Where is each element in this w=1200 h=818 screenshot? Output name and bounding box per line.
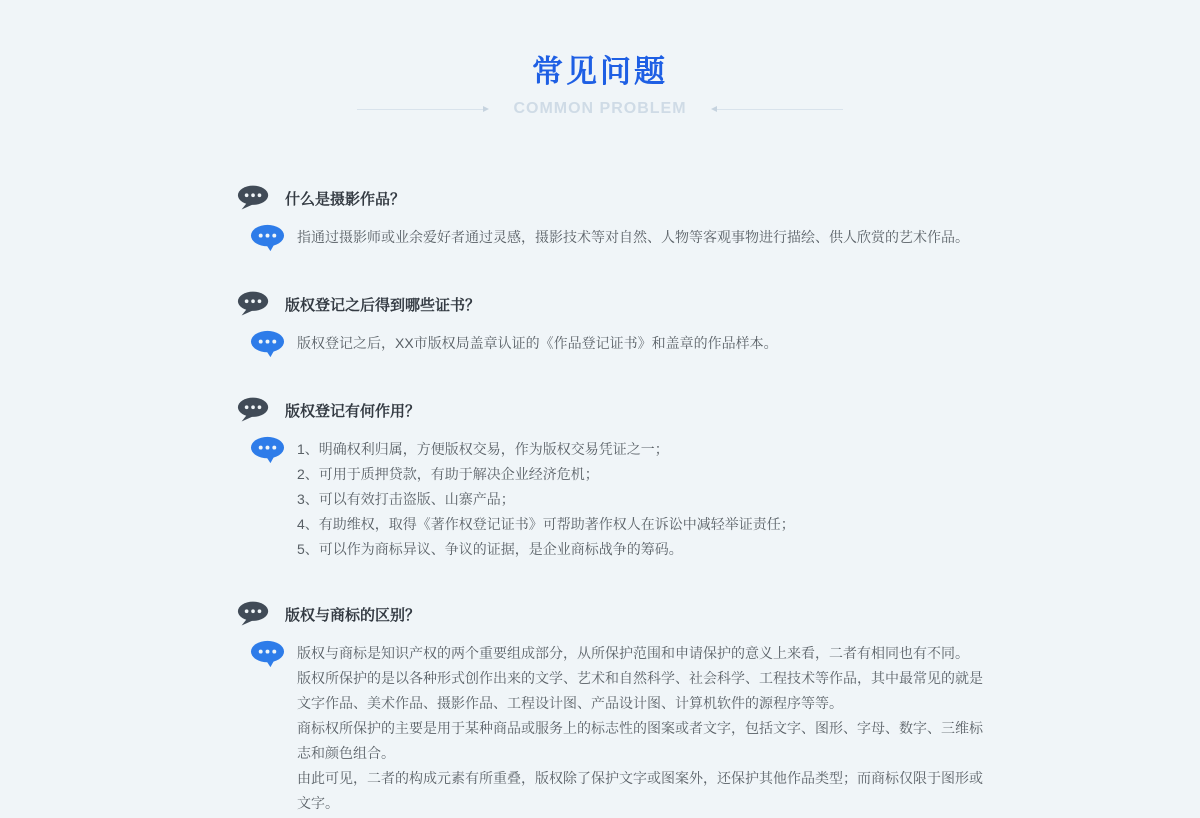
faq-item [237,290,997,358]
faq-item [237,396,997,562]
answer-text [297,224,989,250]
answer-bubble-icon [250,640,285,668]
answer-line: 2、可用于质押贷款，有助于解决企业经济危机； [297,466,599,482]
question-text: 版权登记有何作用？ [285,402,421,420]
question-text: 版权与商标的区别？ [285,606,421,624]
answer-row [250,224,997,252]
question-text: 什么是摄影作品？ [285,190,406,208]
deco-line-left [357,109,483,110]
answer-line: 4、有助维权，取得《著作权登记证书》可帮助著作权人在诉讼中减轻举证责任； [297,516,795,532]
answer-row [250,330,997,358]
answer-text [297,330,989,356]
faq-item [237,184,997,252]
faq-list [237,184,997,816]
answer-text [297,640,989,816]
question-bubble-icon [237,600,270,628]
answer-bubble-icon [250,436,285,464]
page-subtitle: COMMON PROBLEM [513,100,687,117]
answer-text [297,436,989,562]
page-title: 常见问题 [532,54,668,89]
question-bubble-icon [237,290,270,318]
question-row [237,600,997,628]
answer-paragraph: 版权与商标是知识产权的两个重要组成部分，从所保护范围和申请保护的意义上来看，二者有相同也有不同。 [297,645,969,661]
answer-bubble-icon [250,330,285,358]
answer-paragraph: 由此可见，二者的构成元素有所重叠，版权除了保护文字或图案外，还保护其他作品类型；而商标仅限于图形或文字。 [297,770,983,811]
subtitle-row [0,100,1200,118]
deco-line-right [717,109,843,110]
question-row [237,396,997,424]
answer-line: 3、可以有效打击盗版、山寨产品； [297,491,515,507]
answer-paragraph: 商标权所保护的主要是用于某种商品或服务上的标志性的图案或者文字，包括文字、图形、字母、数字、三维标志和颜色组合。 [297,720,983,761]
answer-bubble-icon [250,224,285,252]
answer-line: 指通过摄影师或业余爱好者通过灵感，摄影技术等对自然、人物等客观事物进行描绘、供人欣赏的艺术作品。 [297,229,969,245]
answer-line: 1、明确权利归属，方便版权交易，作为版权交易凭证之一； [297,441,669,457]
answer-row [250,436,997,562]
question-bubble-icon [237,184,270,212]
question-text: 版权登记之后得到哪些证书？ [285,296,481,314]
faq-item [237,600,997,816]
answer-row [250,640,997,816]
question-bubble-icon [237,396,270,424]
answer-line: 5、可以作为商标异议、争议的证据，是企业商标战争的筹码。 [297,541,683,557]
page-header [0,0,1200,118]
question-row [237,184,997,212]
answer-paragraph: 版权所保护的是以各种形式创作出来的文学、艺术和自然科学、社会科学、工程技术等作品，其中最常见的就是文字作品、美术作品、摄影作品、工程设计图、产品设计图、计算机软件的源程序等等。 [297,670,983,711]
answer-line: 版权登记之后，XX市版权局盖章认证的《作品登记证书》和盖章的作品样本。 [297,335,778,351]
question-row [237,290,997,318]
